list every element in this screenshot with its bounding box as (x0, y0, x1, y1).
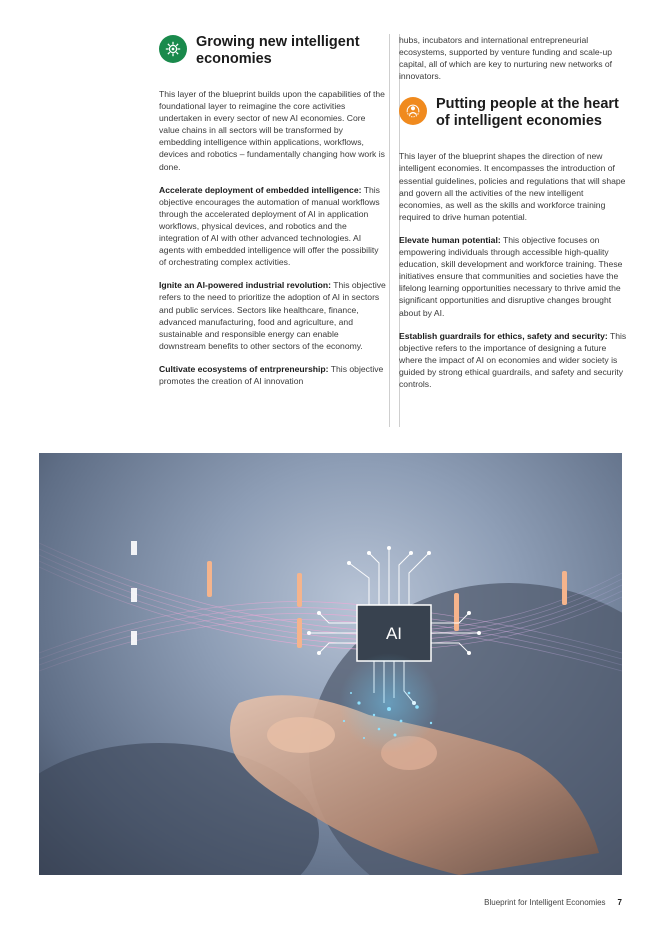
paragraph-body: This objective promotes the creation of AI innovation (159, 363, 384, 386)
paragraph-embedded-intelligence (159, 184, 387, 269)
paragraph-continued: hubs, incubators and international entrepreneurial ecosystems, supported by venture funding and scale-up capital, all of which are key to nurturing new networks of innovators. (399, 35, 613, 82)
section-title: Putting people at the heart of intelligent economies (436, 96, 619, 130)
gear-network-icon (159, 35, 187, 63)
paragraph-intro: This layer of the blueprint shapes the direction of new intelligent economies. It encompasses the introduction of essential guidelines, policies and regulations that will shape and govern all the activities of the new intelligent economies, as well as the skills and workforce training required to drive human potential. (399, 151, 626, 222)
paragraph-entrepreneurship (159, 363, 387, 387)
paragraph-lead: Ignite an AI-powered industrial revolution: (159, 280, 332, 291)
ai-chip-label: AI (385, 624, 403, 643)
left-column (148, 34, 400, 427)
paragraph-lead: Elevate human potential: (399, 234, 501, 245)
paragraph-lead: Cultivate ecosystems of entrpreneurship: (159, 363, 329, 374)
paragraph-lead: Establish guardrails for ethics, safety and security: (399, 330, 608, 341)
paragraph-guardrails (399, 330, 629, 390)
footer-doc-title: Blueprint for Intelligent Economies (484, 898, 606, 907)
section-title: Growing new intelligent economies (196, 34, 360, 67)
paragraph-industrial-revolution (159, 279, 387, 352)
hero-image-ai-chip-hand (39, 453, 622, 875)
paragraph-body: This objective encourages the automation of manual workflows through the accelerated deployment of AI in application workflows, physical devices, and robotics and the integration of AI with other advanced technologies. AI agents with embedded intelligence will offer the possibility of orchestrating complex activities. (159, 184, 380, 268)
right-column (389, 34, 629, 427)
people-cycle-icon (399, 97, 427, 125)
paragraph-lead: Accelerate deployment of embedded intelligence: (159, 184, 362, 195)
paragraph-body: This objective refers to the importance of designing a future where the impact of AI on economies and wider society is guided by strong ethical guardrails, and safety and security controls. (399, 330, 627, 389)
paragraph-human-potential (399, 234, 629, 319)
paragraph-body: This objective refers to the need to prioritize the adoption of AI in sectors and public services. Sectors like healthcare, finance, advanced manufacturing, food and agriculture, and sustainable and responsible energy can enable downstream benefits to other sectors of the economy. (159, 280, 386, 351)
section-header-people (399, 96, 629, 130)
page-number: 7 (617, 898, 622, 907)
section-header-growing (159, 34, 387, 68)
page-footer (484, 898, 622, 907)
paragraph-intro: This layer of the blueprint builds upon the capabilities of the foundational layer to reimagine the core activities undertaken in every sector of new AI economies. Core value chains in all sectors will be transformed by embedding intelligence within applications, workflows, devices and robotics – fundamentally changing how work is done. (159, 89, 385, 172)
paragraph-body: This objective focuses on empowering individuals through accessible high-quality education, skill development and workforce training. These initiatives ensure that communities and societies have the lifelong learning opportunities necessary to thrive amid the significant opportunities and disruptive changes brought about by AI. (399, 234, 623, 318)
